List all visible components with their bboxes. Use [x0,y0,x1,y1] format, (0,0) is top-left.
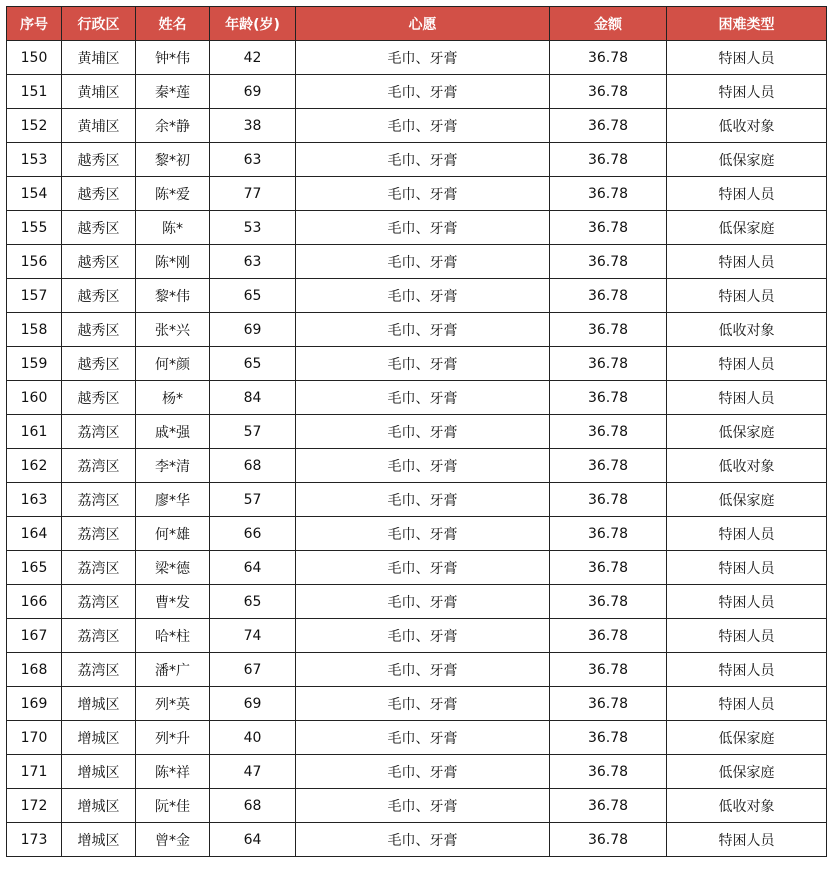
cell-wish: 毛巾、牙膏 [296,755,550,789]
cell-age: 40 [210,721,296,755]
cell-name: 秦*莲 [136,75,210,109]
cell-name: 陈*爱 [136,177,210,211]
table-row [7,211,827,245]
cell-hardship-type: 低保家庭 [667,721,827,755]
cell-index: 152 [7,109,62,143]
cell-age: 57 [210,415,296,449]
cell-index: 168 [7,653,62,687]
cell-index: 158 [7,313,62,347]
cell-hardship-type: 特困人员 [667,177,827,211]
cell-district: 荔湾区 [62,483,136,517]
header-amount: 金额 [550,7,667,41]
header-index: 序号 [7,7,62,41]
cell-hardship-type: 特困人员 [667,619,827,653]
cell-name: 梁*德 [136,551,210,585]
header-name: 姓名 [136,7,210,41]
cell-age: 69 [210,75,296,109]
cell-district: 黄埔区 [62,109,136,143]
header-wish: 心愿 [296,7,550,41]
table-row [7,279,827,313]
cell-amount: 36.78 [550,41,667,75]
cell-index: 165 [7,551,62,585]
cell-age: 69 [210,313,296,347]
table-row [7,109,827,143]
table-row [7,347,827,381]
cell-amount: 36.78 [550,279,667,313]
cell-district: 荔湾区 [62,619,136,653]
cell-district: 越秀区 [62,347,136,381]
cell-amount: 36.78 [550,551,667,585]
cell-name: 哈*柱 [136,619,210,653]
table-row [7,483,827,517]
cell-wish: 毛巾、牙膏 [296,483,550,517]
cell-district: 荔湾区 [62,517,136,551]
cell-district: 荔湾区 [62,585,136,619]
cell-name: 何*颜 [136,347,210,381]
cell-district: 越秀区 [62,313,136,347]
cell-amount: 36.78 [550,517,667,551]
table-row [7,619,827,653]
table-row [7,687,827,721]
cell-district: 增城区 [62,721,136,755]
cell-amount: 36.78 [550,483,667,517]
cell-name: 阮*佳 [136,789,210,823]
cell-hardship-type: 低保家庭 [667,483,827,517]
cell-age: 69 [210,687,296,721]
cell-wish: 毛巾、牙膏 [296,449,550,483]
cell-index: 159 [7,347,62,381]
table-row [7,143,827,177]
cell-name: 陈* [136,211,210,245]
wish-list-table [6,6,827,857]
cell-name: 黎*伟 [136,279,210,313]
cell-amount: 36.78 [550,75,667,109]
cell-index: 173 [7,823,62,857]
header-row [7,7,827,41]
cell-name: 曾*金 [136,823,210,857]
cell-age: 68 [210,789,296,823]
cell-wish: 毛巾、牙膏 [296,143,550,177]
cell-wish: 毛巾、牙膏 [296,313,550,347]
cell-hardship-type: 特困人员 [667,41,827,75]
cell-hardship-type: 特困人员 [667,245,827,279]
cell-amount: 36.78 [550,143,667,177]
cell-amount: 36.78 [550,687,667,721]
cell-index: 167 [7,619,62,653]
cell-wish: 毛巾、牙膏 [296,653,550,687]
cell-index: 162 [7,449,62,483]
cell-index: 172 [7,789,62,823]
cell-name: 潘*广 [136,653,210,687]
cell-hardship-type: 低保家庭 [667,143,827,177]
cell-hardship-type: 特困人员 [667,347,827,381]
cell-wish: 毛巾、牙膏 [296,41,550,75]
cell-amount: 36.78 [550,109,667,143]
cell-wish: 毛巾、牙膏 [296,789,550,823]
cell-district: 越秀区 [62,381,136,415]
cell-district: 越秀区 [62,245,136,279]
cell-district: 荔湾区 [62,551,136,585]
cell-name: 黎*初 [136,143,210,177]
cell-hardship-type: 特困人员 [667,585,827,619]
cell-wish: 毛巾、牙膏 [296,177,550,211]
cell-amount: 36.78 [550,313,667,347]
cell-age: 65 [210,279,296,313]
cell-wish: 毛巾、牙膏 [296,211,550,245]
cell-district: 增城区 [62,755,136,789]
cell-district: 黄埔区 [62,41,136,75]
cell-wish: 毛巾、牙膏 [296,551,550,585]
cell-age: 57 [210,483,296,517]
cell-hardship-type: 低保家庭 [667,415,827,449]
header-age: 年龄(岁) [210,7,296,41]
cell-name: 余*静 [136,109,210,143]
cell-wish: 毛巾、牙膏 [296,619,550,653]
cell-name: 列*升 [136,721,210,755]
header-district: 行政区 [62,7,136,41]
cell-wish: 毛巾、牙膏 [296,585,550,619]
cell-age: 84 [210,381,296,415]
table-row [7,517,827,551]
cell-name: 杨* [136,381,210,415]
table-row [7,415,827,449]
cell-age: 67 [210,653,296,687]
cell-district: 增城区 [62,789,136,823]
cell-age: 74 [210,619,296,653]
cell-name: 陈*祥 [136,755,210,789]
cell-amount: 36.78 [550,211,667,245]
table-row [7,653,827,687]
cell-age: 68 [210,449,296,483]
cell-wish: 毛巾、牙膏 [296,245,550,279]
cell-age: 47 [210,755,296,789]
cell-index: 169 [7,687,62,721]
cell-hardship-type: 特困人员 [667,551,827,585]
cell-amount: 36.78 [550,823,667,857]
cell-amount: 36.78 [550,415,667,449]
table-row [7,789,827,823]
cell-district: 越秀区 [62,211,136,245]
cell-district: 增城区 [62,823,136,857]
cell-amount: 36.78 [550,585,667,619]
cell-district: 黄埔区 [62,75,136,109]
cell-age: 64 [210,551,296,585]
cell-amount: 36.78 [550,755,667,789]
cell-name: 何*雄 [136,517,210,551]
cell-age: 65 [210,585,296,619]
cell-hardship-type: 特困人员 [667,653,827,687]
cell-amount: 36.78 [550,653,667,687]
cell-index: 163 [7,483,62,517]
cell-index: 150 [7,41,62,75]
table-row [7,585,827,619]
cell-name: 列*英 [136,687,210,721]
cell-district: 荔湾区 [62,653,136,687]
cell-index: 160 [7,381,62,415]
cell-name: 张*兴 [136,313,210,347]
cell-district: 增城区 [62,687,136,721]
cell-index: 166 [7,585,62,619]
cell-district: 越秀区 [62,279,136,313]
cell-name: 李*清 [136,449,210,483]
table-row [7,177,827,211]
cell-name: 廖*华 [136,483,210,517]
cell-index: 153 [7,143,62,177]
cell-name: 陈*刚 [136,245,210,279]
cell-wish: 毛巾、牙膏 [296,687,550,721]
cell-index: 161 [7,415,62,449]
table-row [7,41,827,75]
cell-hardship-type: 特困人员 [667,823,827,857]
cell-wish: 毛巾、牙膏 [296,721,550,755]
cell-age: 64 [210,823,296,857]
cell-index: 171 [7,755,62,789]
table-row [7,245,827,279]
cell-district: 荔湾区 [62,449,136,483]
table-row [7,721,827,755]
cell-hardship-type: 特困人员 [667,75,827,109]
cell-hardship-type: 特困人员 [667,517,827,551]
cell-index: 157 [7,279,62,313]
table-row [7,313,827,347]
cell-age: 42 [210,41,296,75]
table-row [7,551,827,585]
table-body [7,41,827,857]
table-row [7,381,827,415]
cell-wish: 毛巾、牙膏 [296,381,550,415]
cell-hardship-type: 低收对象 [667,449,827,483]
cell-age: 66 [210,517,296,551]
cell-wish: 毛巾、牙膏 [296,75,550,109]
cell-index: 154 [7,177,62,211]
cell-index: 156 [7,245,62,279]
cell-amount: 36.78 [550,721,667,755]
cell-wish: 毛巾、牙膏 [296,823,550,857]
table-row [7,75,827,109]
cell-index: 151 [7,75,62,109]
cell-age: 77 [210,177,296,211]
cell-district: 越秀区 [62,143,136,177]
cell-age: 63 [210,143,296,177]
cell-wish: 毛巾、牙膏 [296,415,550,449]
cell-amount: 36.78 [550,619,667,653]
cell-hardship-type: 低收对象 [667,313,827,347]
cell-amount: 36.78 [550,381,667,415]
cell-name: 钟*伟 [136,41,210,75]
header-hardship-type: 困难类型 [667,7,827,41]
cell-age: 53 [210,211,296,245]
cell-name: 曹*发 [136,585,210,619]
cell-amount: 36.78 [550,177,667,211]
cell-hardship-type: 低收对象 [667,789,827,823]
cell-hardship-type: 特困人员 [667,279,827,313]
cell-index: 155 [7,211,62,245]
cell-wish: 毛巾、牙膏 [296,517,550,551]
cell-index: 164 [7,517,62,551]
cell-district: 越秀区 [62,177,136,211]
cell-wish: 毛巾、牙膏 [296,279,550,313]
cell-age: 65 [210,347,296,381]
cell-wish: 毛巾、牙膏 [296,109,550,143]
table-row [7,449,827,483]
cell-hardship-type: 特困人员 [667,381,827,415]
table-row [7,755,827,789]
cell-hardship-type: 特困人员 [667,687,827,721]
cell-hardship-type: 低收对象 [667,109,827,143]
cell-age: 63 [210,245,296,279]
cell-amount: 36.78 [550,245,667,279]
cell-age: 38 [210,109,296,143]
table-header [7,7,827,41]
cell-wish: 毛巾、牙膏 [296,347,550,381]
cell-hardship-type: 低保家庭 [667,211,827,245]
cell-amount: 36.78 [550,347,667,381]
table-row [7,823,827,857]
cell-index: 170 [7,721,62,755]
cell-hardship-type: 低保家庭 [667,755,827,789]
cell-name: 戚*强 [136,415,210,449]
cell-district: 荔湾区 [62,415,136,449]
cell-amount: 36.78 [550,449,667,483]
cell-amount: 36.78 [550,789,667,823]
